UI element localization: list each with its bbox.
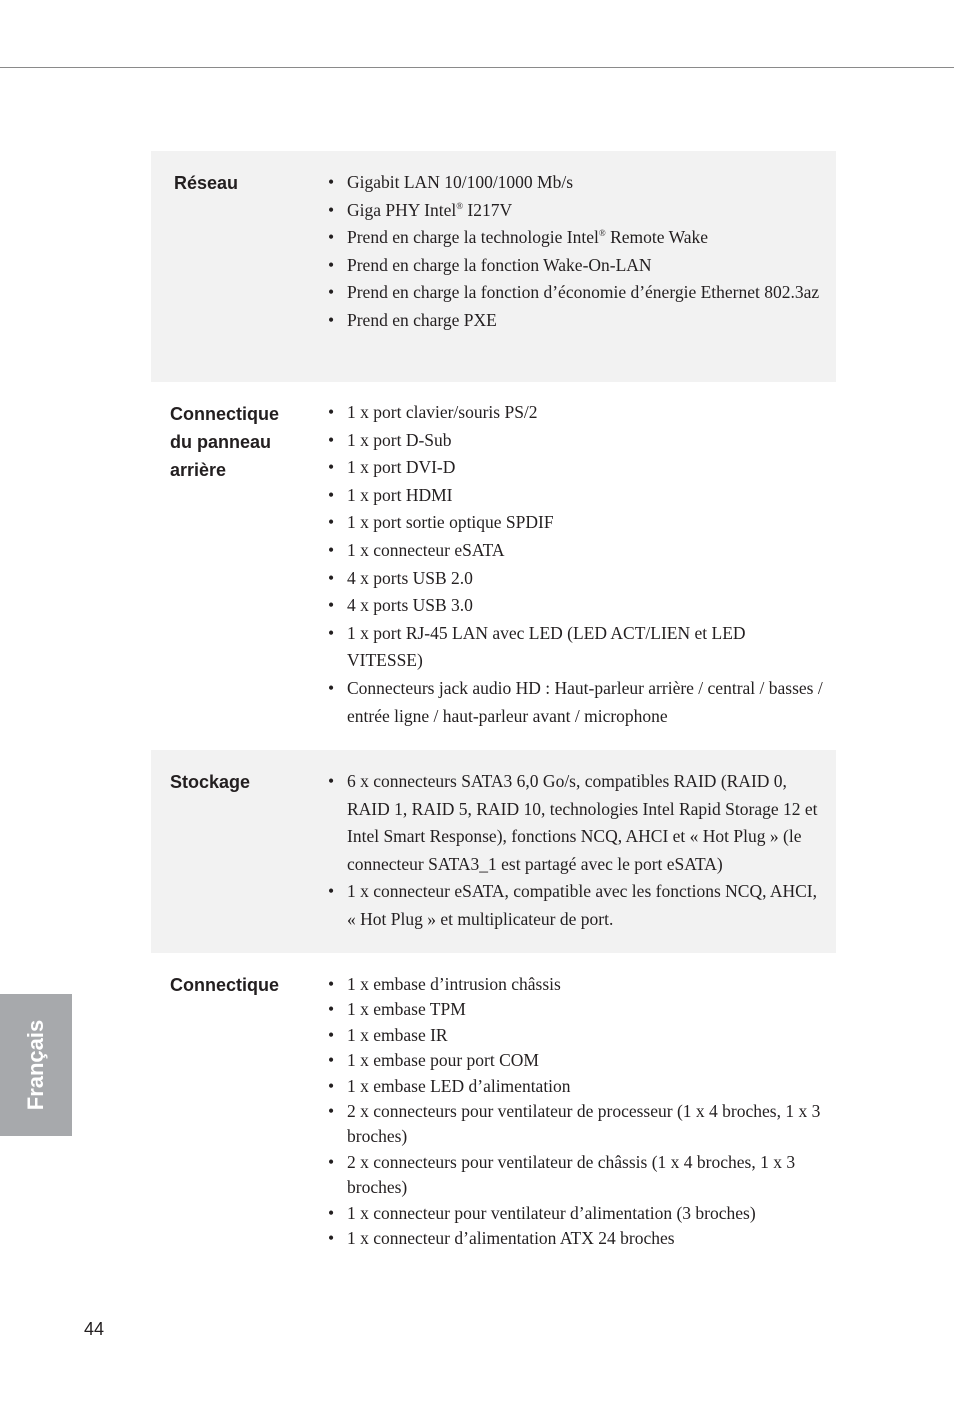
list-item: • 1 x connecteur eSATA <box>347 537 823 565</box>
list-item: • Prend en charge la fonction d’économie d’énergie Ethernet 802.3az <box>347 279 823 307</box>
list-item: • 1 x port DVI-D <box>347 454 823 482</box>
item-text: Giga PHY Intel <box>347 199 457 220</box>
list-item: • 4 x ports USB 3.0 <box>347 592 823 620</box>
list-item: • Gigabit LAN 10/100/1000 Mb/s <box>347 169 823 197</box>
section-label: Connectique <box>170 975 280 995</box>
item-text: Prend en charge la technologie Intel <box>347 227 599 248</box>
section-network <box>151 151 836 382</box>
list-item: • 1 x embase IR <box>347 1023 823 1048</box>
list-item: • 1 x port D-Sub <box>347 427 823 455</box>
spec-list <box>347 169 823 335</box>
language-tab-label: Français <box>23 1019 48 1111</box>
section-label-line: arrière <box>170 460 227 480</box>
section-label <box>170 400 279 484</box>
header-rule <box>0 67 954 68</box>
list-item: • Prend en charge la fonction Wake-On-LAN <box>347 252 823 280</box>
list-item: • 4 x ports USB 2.0 <box>347 565 823 593</box>
list-item: • Prend en charge PXE <box>347 307 823 335</box>
list-item: • 1 x connecteur eSATA, compatible avec les fonctions NCQ, AHCI, « Hot Plug » et multiplicateur de port. <box>347 878 823 933</box>
spec-list <box>347 972 823 1251</box>
list-item: • 1 x embase LED d’alimentation <box>347 1074 823 1099</box>
list-item: • 1 x embase pour port COM <box>347 1048 823 1073</box>
list-item: • 1 x port clavier/souris PS/2 <box>347 399 823 427</box>
item-text: I217V <box>463 199 513 220</box>
section-label: Stockage <box>170 772 251 792</box>
list-item: • 1 x connecteur d’alimentation ATX 24 broches <box>347 1226 823 1251</box>
section-connectors <box>151 953 836 1253</box>
list-item: • 1 x embase TPM <box>347 997 823 1022</box>
list-item: • 1 x port HDMI <box>347 482 823 510</box>
item-text: Remote Wake <box>605 227 708 248</box>
list-item <box>347 224 823 252</box>
language-tab <box>0 994 72 1136</box>
spec-list <box>347 768 823 934</box>
section-label: Réseau <box>174 173 239 193</box>
registered-mark: ® <box>598 228 606 239</box>
section-storage <box>151 750 836 953</box>
list-item: • 1 x port RJ-45 LAN avec LED (LED ACT/LIEN et LED VITESSE) <box>347 620 823 675</box>
list-item: • 1 x embase d’intrusion châssis <box>347 972 823 997</box>
list-item: • 2 x connecteurs pour ventilateur de châssis (1 x 4 broches, 1 x 3 broches) <box>347 1150 823 1201</box>
list-item <box>347 197 823 225</box>
registered-mark: ® <box>456 200 464 211</box>
list-item: • Connecteurs jack audio HD : Haut-parleur arrière / central / basses / entrée ligne / haut-parleur avant / microphone <box>347 675 823 730</box>
section-label-line: du panneau <box>170 432 272 452</box>
section-rear-panel <box>151 382 836 750</box>
section-label-line: Connectique <box>170 404 280 424</box>
page-number: 44 <box>84 1319 105 1339</box>
spec-table <box>151 151 836 1253</box>
list-item: • 2 x connecteurs pour ventilateur de processeur (1 x 4 broches, 1 x 3 broches) <box>347 1099 823 1150</box>
list-item: • 6 x connecteurs SATA3 6,0 Go/s, compatibles RAID (RAID 0, RAID 1, RAID 5, RAID 10, technologies Intel Rapid Storage 12 et Intel Smart Response), fonctions NCQ, AHCI et « Hot Plug » (le connecteur SATA3_1 est partagé avec le port eSATA) <box>347 768 823 878</box>
list-item: • 1 x port sortie optique SPDIF <box>347 509 823 537</box>
spec-list <box>347 399 823 730</box>
list-item: • 1 x connecteur pour ventilateur d’alimentation (3 broches) <box>347 1201 823 1226</box>
